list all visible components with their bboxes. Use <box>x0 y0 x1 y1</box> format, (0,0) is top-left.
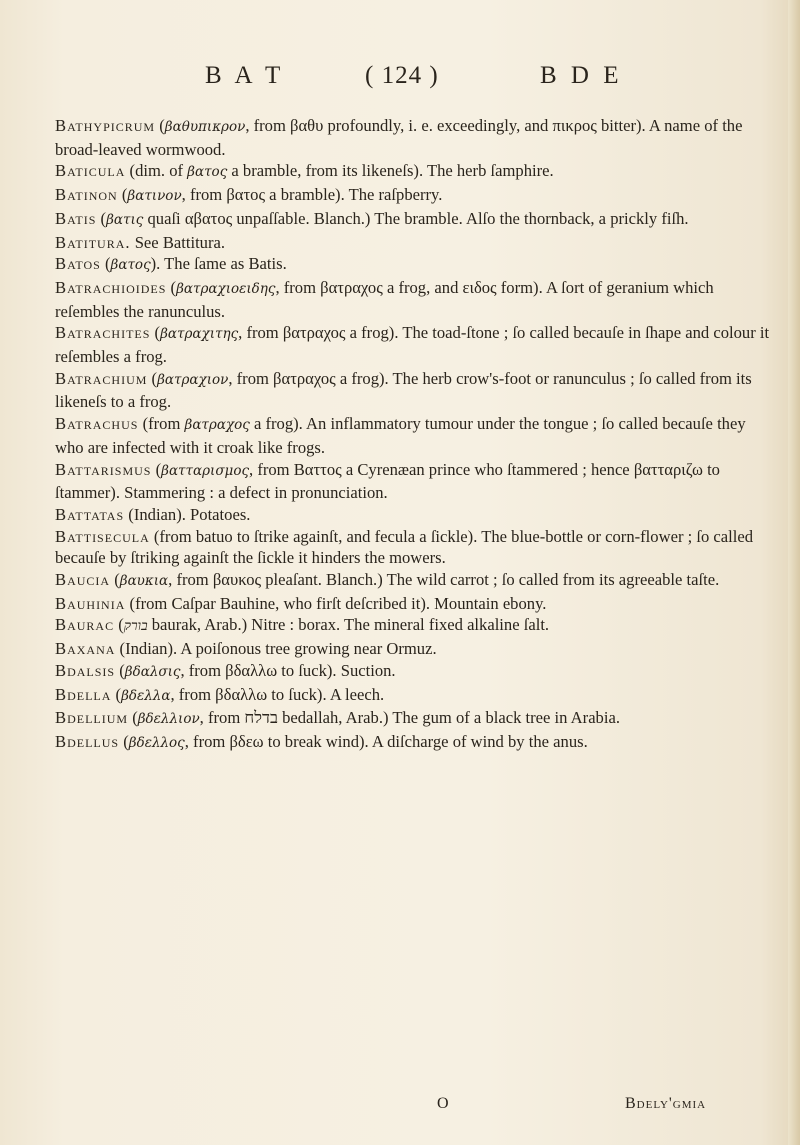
dictionary-entry <box>55 707 770 731</box>
entry-prefix: ( <box>100 254 111 274</box>
definition-text: , from βαθυ profoundly, i. e. exceedingly, and πικρος bitter). A name of the broad-leaved wormwood. <box>55 116 743 159</box>
dictionary-entry <box>55 593 770 615</box>
greek-etymon: βδελλα <box>121 687 171 704</box>
entry-prefix: (dim. of <box>125 161 188 181</box>
entry-prefix: ( <box>119 731 129 751</box>
headword: Baxana <box>55 639 116 659</box>
entry-prefix: ( <box>115 660 125 680</box>
greek-etymon: βατραχιτης <box>160 326 239 343</box>
definition-text: a frog). An inflammatory tumour under the tongue ; ſo called becauſe they who are infected with it croak like frogs. <box>55 414 746 457</box>
headword: Batos <box>55 254 101 274</box>
running-head <box>0 62 800 102</box>
entry-prefix: ( <box>128 708 138 728</box>
headword: Battisecula <box>55 526 150 546</box>
dictionary-entry <box>55 253 770 277</box>
headword: Batinon <box>55 185 118 205</box>
greek-etymon: בורק <box>123 618 148 635</box>
entry-prefix: ( <box>96 208 107 228</box>
definition-text: Battitura. <box>162 232 226 252</box>
entry-prefix: (Indian). <box>124 504 191 524</box>
headword: Battatas <box>55 504 125 524</box>
dictionary-entry <box>55 526 770 569</box>
entry-prefix: (from <box>125 593 172 613</box>
headword: Batrachus <box>55 414 139 434</box>
entry-prefix: ( <box>166 277 177 297</box>
greek-etymon: βαυκια <box>119 573 169 590</box>
headword: Bdella <box>55 684 112 704</box>
dictionary-entry <box>55 614 770 638</box>
dictionary-entries <box>55 115 770 755</box>
definition-text: , from Βαττος a Cyrenæan prince who ſtammered ; hence βατταριζω to ſtammer). Stammering : a defect in pronunciation. <box>55 459 720 503</box>
dictionary-entry <box>55 322 770 367</box>
definition-text: , from βδαλλω to ſuck). A leech. <box>170 684 385 704</box>
headword: Bdellium <box>55 708 129 728</box>
headword: Batis <box>55 208 97 228</box>
page-edge <box>788 0 800 1145</box>
dictionary-entry <box>55 684 770 708</box>
running-head-right: B D E <box>540 62 623 89</box>
greek-etymon: βδαλσις <box>124 663 181 680</box>
definition-text: quaſi αβατος unpaſſable. Blanch.) The bramble. Alſo the thornback, a prickly fiſh. <box>143 208 689 228</box>
headword: Bdalsis <box>55 660 116 680</box>
definition-text: baurak, Arab.) Nitre : borax. The mineral fixed alkaline ſalt. <box>147 615 550 635</box>
headword: Batrachium <box>55 368 148 388</box>
dictionary-entry <box>55 638 770 660</box>
entry-prefix: ( <box>155 116 165 135</box>
dictionary-entry <box>55 413 770 458</box>
definition-text: , from βδαλλω to ſuck). Suction. <box>180 660 396 680</box>
greek-etymon: βατραχος <box>184 417 250 434</box>
greek-etymon: βαθυπικρον <box>164 119 246 135</box>
dictionary-entry <box>55 569 770 593</box>
headword: Batrachites <box>55 323 151 343</box>
dictionary-entry <box>55 160 770 184</box>
dictionary-entry <box>55 459 770 504</box>
headword: Bauhinia <box>55 593 126 613</box>
definition-text: , from בדלח bedallah, Arab.) The gum of a black tree in Arabia. <box>199 708 620 728</box>
headword: Batrachioides <box>55 277 167 297</box>
entry-prefix: ( <box>151 459 162 479</box>
definition-text: ). The ſame as Batis. <box>150 254 287 274</box>
entry-prefix: ( <box>150 323 161 343</box>
greek-etymon: βδελλος <box>128 734 185 751</box>
headword: Baucia <box>55 570 111 590</box>
dictionary-entry <box>55 232 770 254</box>
dictionary-entry <box>55 208 770 232</box>
entry-prefix: ( <box>111 684 122 704</box>
headword: Battarismus <box>55 459 152 479</box>
entry-prefix: ( <box>110 570 120 590</box>
definition-text: batuo to ſtrike againſt, and fecula a ſickle). The blue-bottle or corn-flower ; ſo called becauſe by ſtriking againſt the ſickle it hinders the mowers. <box>55 526 754 568</box>
entry-prefix: ( <box>147 368 158 388</box>
dictionary-entry <box>55 660 770 684</box>
definition-text: , from βαυκος pleaſant. Blanch.) The wild carrot ; ſo called from its agreeable taſte. <box>168 570 720 590</box>
greek-etymon: βατινον <box>127 188 182 205</box>
headword: Baurac <box>55 615 115 635</box>
definition-text: , from βατραχος a frog, and ειδος form). A ſort of geranium which reſembles the ranunculus. <box>55 277 714 321</box>
entry-prefix: (from <box>149 526 196 546</box>
definition-text: , from βατος a bramble). The raſpberry. <box>181 185 443 205</box>
entry-prefix: ( <box>114 615 124 635</box>
headword: Bdellus <box>55 731 120 751</box>
catchword: Bdely'gmia <box>625 1095 707 1112</box>
greek-etymon: βδελλιον <box>137 711 200 728</box>
greek-etymon: βατος <box>187 164 228 181</box>
definition-text: a bramble, from its likeneſs). The herb ſamphire. <box>227 161 554 181</box>
dictionary-entry <box>55 115 770 160</box>
dictionary-entry <box>55 368 770 413</box>
greek-etymon: βατραχιον <box>157 371 229 388</box>
dictionary-entry <box>55 504 770 526</box>
entry-prefix: (from <box>138 414 185 434</box>
headword: Bathypicrum <box>55 116 156 135</box>
entry-prefix: (Indian). <box>115 639 181 659</box>
definition-text: , from βατραχος a frog). The herb crow's-foot or ranunculus ; ſo called from its likeneſs to a frog. <box>55 368 752 412</box>
dictionary-entry <box>55 184 770 208</box>
definition-text: Caſpar Bauhine, who firſt deſcribed it). Mountain ebony. <box>171 593 547 613</box>
page-number: ( 124 ) <box>365 62 439 89</box>
page-footer <box>0 1095 800 1125</box>
definition-text: , from βδεω to break wind). A diſcharge of wind by the anus. <box>184 731 588 751</box>
dictionary-entry <box>55 731 770 755</box>
greek-etymon: βατις <box>106 211 144 228</box>
headword: Baticula <box>55 161 126 181</box>
greek-etymon: βατος <box>110 257 151 274</box>
definition-text: A poiſonous tree growing near Ormuz. <box>180 639 437 659</box>
definition-text: , from βατραχος a frog). The toad-ſtone ; ſo called becauſe in ſhape and colour it reſembles a frog. <box>55 323 770 367</box>
definition-text: Potatoes. <box>190 504 251 524</box>
dictionary-entry <box>55 277 770 322</box>
signature-mark: O <box>437 1095 449 1112</box>
greek-etymon: βατταρισμος <box>161 462 250 479</box>
running-head-left: B A T <box>205 62 285 89</box>
entry-prefix: ( <box>117 185 128 205</box>
entry-prefix: See <box>130 232 163 252</box>
greek-etymon: βατραχιοειδης <box>176 280 276 297</box>
headword: Batitura. <box>55 232 131 252</box>
